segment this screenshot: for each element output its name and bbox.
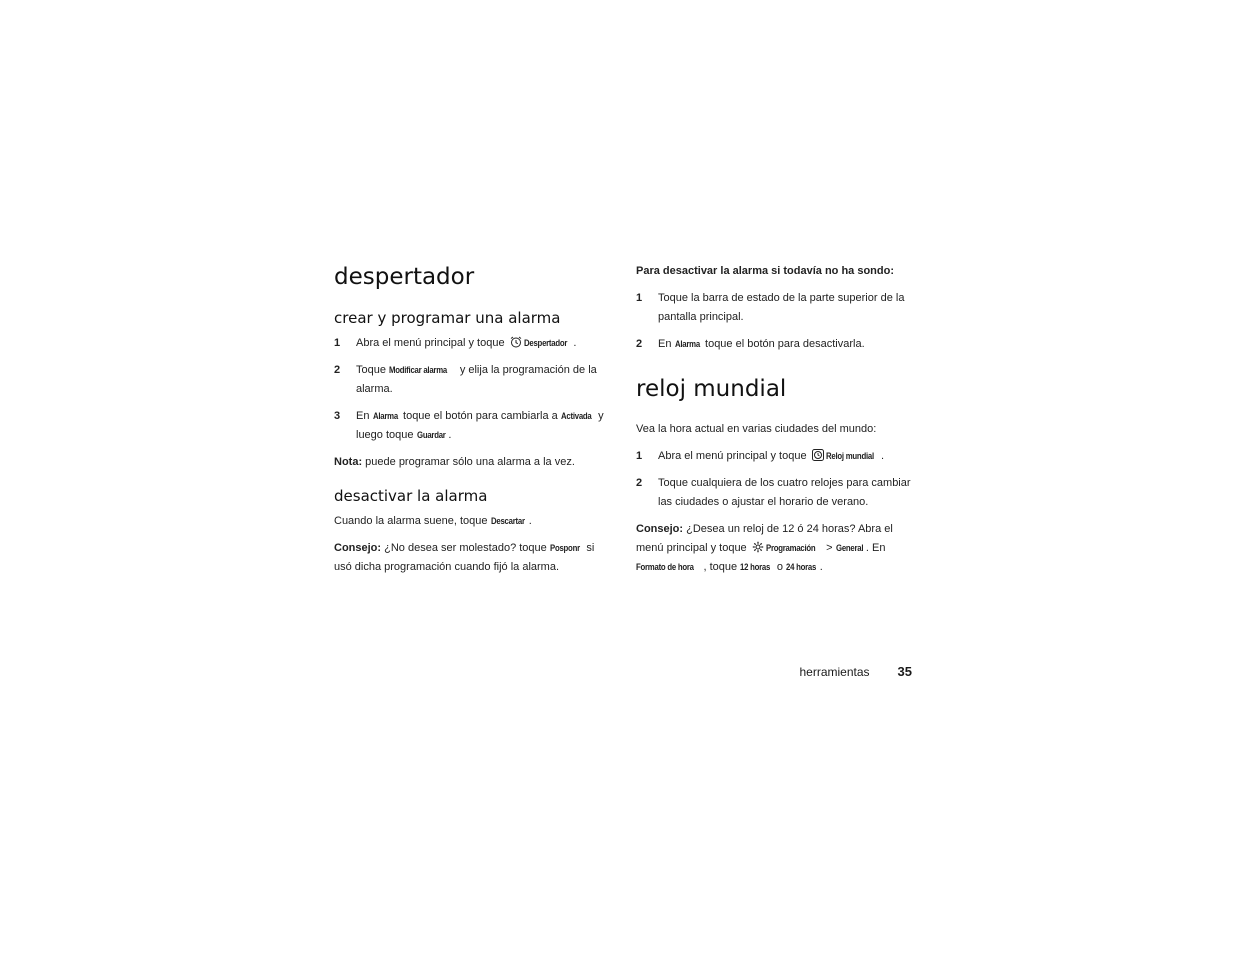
keyword-alarma-2: Alarma: [674, 339, 700, 350]
subheading-desactivar: desactivar la alarma: [334, 487, 488, 505]
page-footer: [760, 664, 912, 679]
tip-label-right: Consejo:: [636, 523, 684, 535]
keyword-despertador: Despertador: [523, 338, 567, 349]
keyword-24-horas: 24 horas: [786, 562, 817, 573]
subheading-crear-programar: crear y programar una alarma: [334, 309, 561, 327]
note-paragraph: Nota: puede programar sólo una alarma a la vez.: [334, 456, 575, 468]
keyword-posponr: Posponr: [549, 543, 580, 554]
world-clock-intro: Vea la hora actual en varias ciudades del mundo:: [636, 423, 877, 435]
keyword-reloj-mundial: Reloj mundial: [825, 451, 874, 462]
note-label: Nota:: [334, 456, 363, 468]
dismiss-paragraph: Cuando la alarma suene, toque Descartar .: [334, 512, 612, 531]
keyword-activada: Activada: [560, 411, 592, 422]
keyword-guardar: Guardar: [416, 430, 446, 441]
tip-paragraph-right: Consejo: ¿Desea un reloj de 12 ó 24 horas? Abra el menú principal y toque Programación > General . En Formato de hora , toque 12 horas o 24 horas .: [636, 520, 914, 577]
keyword-modificar-alarma: Modificar alarma: [389, 365, 448, 376]
tip-paragraph-left: Consejo: ¿No desea ser molestado? toque Posponr si usó dicha programación cuando fijó la alarma.: [334, 539, 612, 577]
deactivate-step-2: 2 En Alarma toque el botón para desactivarla.: [636, 335, 914, 354]
tip-label: Consejo:: [334, 542, 382, 554]
page-number: 35: [897, 664, 912, 679]
section-title-reloj-mundial: reloj mundial: [636, 376, 787, 402]
keyword-alarma: Alarma: [372, 411, 398, 422]
deactivate-step-1: 1 Toque la barra de estado de la parte superior de la pantalla principal.: [636, 292, 905, 323]
world-clock-icon: [812, 449, 824, 461]
world-step-1: 1 Abra el menú principal y toque Reloj mundial .: [636, 447, 914, 466]
step-2-alarm: 2 Toque Modificar alarma y elija la programación de la alarma.: [334, 361, 612, 399]
keyword-descartar: Descartar: [490, 516, 525, 527]
step-1-alarm: 1 Abra el menú principal y toque Despertador .: [334, 334, 612, 353]
keyword-programacion: Programación: [765, 543, 816, 554]
left-column: [334, 262, 612, 585]
alarm-clock-icon: [510, 336, 522, 348]
right-column: [636, 262, 914, 585]
footer-section-name: herramientas: [799, 665, 870, 679]
settings-gear-icon: [752, 541, 764, 553]
world-step-2: 2 Toque cualquiera de los cuatro relojes para cambiar las ciudades o ajustar el horario de verano.: [636, 477, 911, 508]
keyword-general: General: [835, 543, 863, 554]
section-title-despertador: despertador: [334, 264, 475, 290]
step-3-alarm: 3 En Alarma toque el botón para cambiarla a Activada y luego toque Guardar .: [334, 407, 612, 445]
keyword-formato-hora: Formato de hora: [636, 562, 694, 573]
keyword-12-horas: 12 horas: [740, 562, 771, 573]
deactivate-heading: Para desactivar la alarma si todavía no ha sondo:: [636, 265, 894, 277]
